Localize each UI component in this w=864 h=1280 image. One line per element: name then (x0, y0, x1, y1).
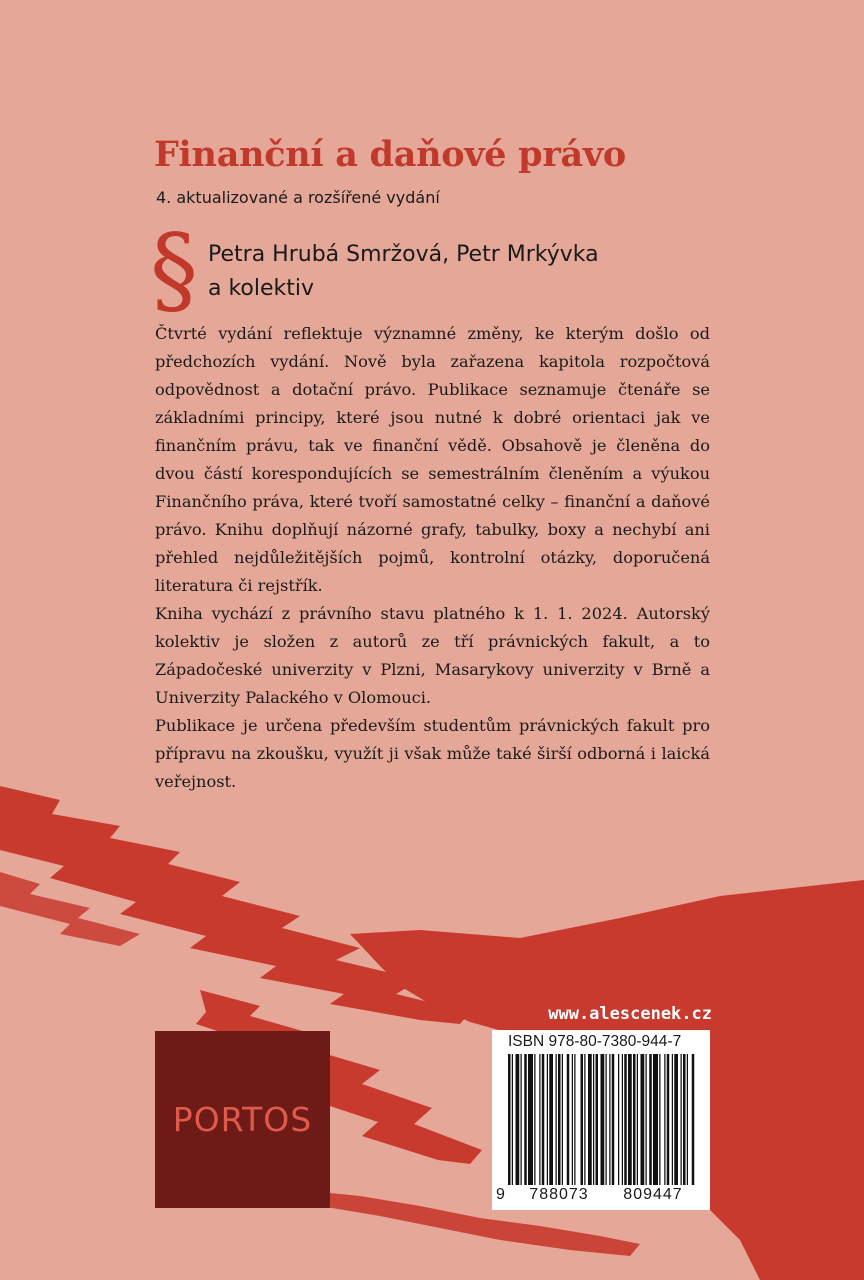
barcode-digits-right: 809447 (623, 1186, 683, 1203)
edition-subtitle: 4. aktualizované a rozšířené vydání (156, 188, 440, 207)
publisher-logo (155, 1031, 330, 1208)
blurb-paragraph-1: Čtvrté vydání reflektuje významné změny, ke kterým došlo od předchozích vydání. Nově byla zařazena kapitola rozpočtová odpovědnost a dotační právo. Publikace seznamuje čtenáře se základními principy, které jsou nutné k dobré orientaci jak ve finančním právu, tak ve finanční vědě. Obsahově je členěna do dvou částí korespondujících se semestrálním členěním a výukou Finančního práva, které tvoří samostatné celky – finanční a daňové právo. Knihu doplňují názorné grafy, tabulky, boxy a nechybí ani přehled nejdůležitějších pojmů, kontrolní otázky, doporučená literatura či rejstřík. (155, 324, 710, 595)
blurb-paragraph-2: Kniha vychází z právního stavu platného k 1. 1. 2024. Autorský kolektiv je složen z autorů ze tří právnických fakult, a to Západočeské univerzity v Plzni, Masarykovy univerzity v Brně a Univerzity Palackého v Olomouci. (155, 604, 710, 707)
section-symbol-icon: § (150, 214, 198, 326)
blurb-paragraph-3: Publikace je určena především studentům právnických fakult pro přípravu na zkoušku, využít ji však může také širší odborná i laická veřejnost. (155, 716, 710, 791)
blurb-text (155, 320, 710, 796)
publisher-name: PORTOS (172, 1100, 313, 1139)
barcode-digits (496, 1186, 706, 1204)
isbn-label: ISBN 978-80-7380-944-7 (508, 1033, 682, 1050)
authors-line-2: a kolektiv (208, 276, 315, 301)
authors-line-1: Petra Hrubá Smržová, Petr Mrkývka (208, 242, 599, 267)
website-url: www.alescenek.cz (548, 1004, 712, 1024)
authors (208, 238, 599, 306)
barcode-bars (508, 1054, 696, 1185)
barcode-panel (492, 1030, 710, 1210)
barcode-digits-left: 788073 (529, 1186, 589, 1203)
barcode-digit-first: 9 (496, 1186, 506, 1203)
book-title: Finanční a daňové právo (154, 134, 626, 175)
